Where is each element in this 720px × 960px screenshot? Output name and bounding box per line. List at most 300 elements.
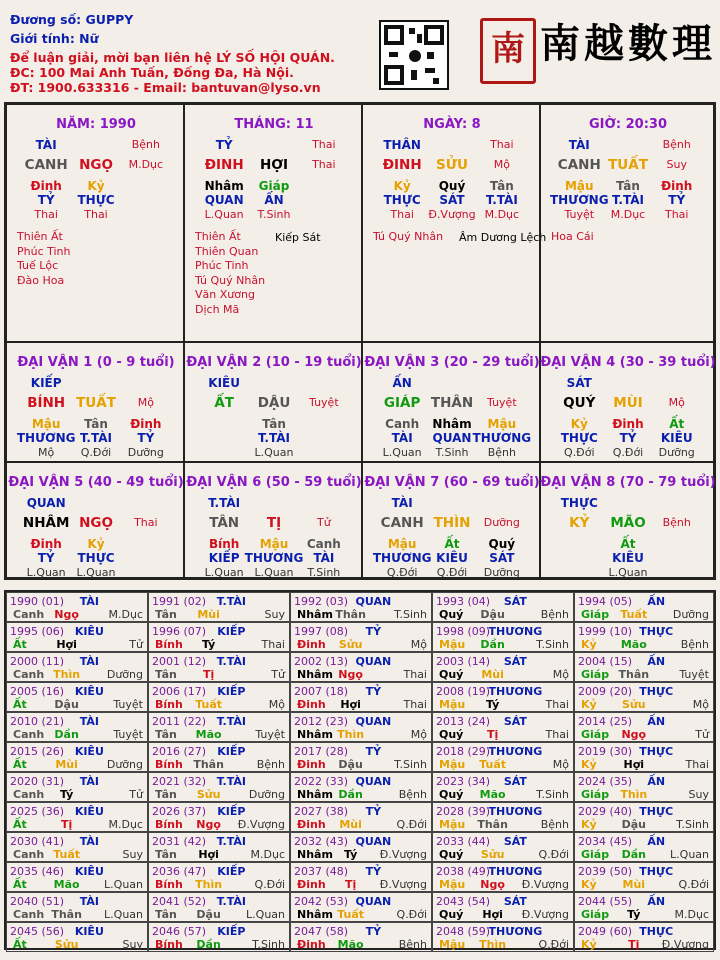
hidden-ten-god: T.TÀI bbox=[258, 431, 290, 445]
year-stem: Đinh bbox=[297, 878, 326, 891]
ten-god: KIẾP bbox=[30, 376, 62, 390]
hidden-ten-god: THƯƠNG bbox=[549, 193, 609, 207]
year-cell[interactable] bbox=[148, 622, 290, 652]
year-label: 1997 (08) bbox=[294, 625, 349, 638]
year-ten-god: THƯƠNG bbox=[488, 805, 543, 818]
hidden-stage: Q.Đới bbox=[80, 446, 112, 459]
year-stage: T.Sinh bbox=[252, 938, 285, 951]
year-cell[interactable] bbox=[574, 802, 714, 832]
year-label: 2039 (50) bbox=[578, 865, 633, 878]
year-ten-god: KIÊU bbox=[74, 925, 104, 938]
year-cell[interactable] bbox=[148, 772, 290, 802]
year-branch: Dậu bbox=[621, 818, 646, 831]
hidden-stage: Q.Đới bbox=[436, 566, 468, 579]
year-branch: Tý bbox=[343, 848, 358, 861]
shen-sha-item: Thiên Ất bbox=[17, 230, 63, 243]
hidden-ten-god: T.TÀI bbox=[80, 431, 112, 445]
year-stem: Quý bbox=[439, 908, 464, 921]
heavenly-stem: ẤT bbox=[214, 395, 234, 411]
year-stem: Kỷ bbox=[581, 638, 597, 651]
hidden-ten-god: T.TÀI bbox=[485, 193, 518, 207]
year-ten-god: KIÊU bbox=[74, 625, 104, 638]
hidden-ten-god: THƯƠNG bbox=[16, 431, 76, 445]
year-branch: Thân bbox=[477, 818, 508, 831]
hidden-stage: Mộ bbox=[38, 446, 55, 459]
year-cell[interactable] bbox=[432, 742, 574, 772]
year-cell[interactable] bbox=[574, 622, 714, 652]
hidden-stage: Q.Đới bbox=[612, 446, 644, 459]
shen-sha-item: Hoa Cái bbox=[551, 230, 594, 243]
hidden-stage: T.Sinh bbox=[435, 446, 469, 459]
year-stem: Giáp bbox=[581, 788, 610, 801]
hidden-stage: Tuyệt bbox=[564, 208, 595, 221]
year-ten-god: KIẾP bbox=[217, 865, 246, 878]
year-cell[interactable] bbox=[432, 682, 574, 712]
year-label: 2048 (59) bbox=[436, 925, 491, 938]
year-label: 2042 (53) bbox=[294, 895, 349, 908]
year-stage: M.Dục bbox=[250, 848, 285, 861]
year-label: 2037 (48) bbox=[294, 865, 349, 878]
year-stage: T.Sinh bbox=[394, 758, 427, 771]
year-cell[interactable] bbox=[432, 802, 574, 832]
year-label: 2012 (23) bbox=[294, 715, 349, 728]
hidden-ten-god: THỰC bbox=[77, 193, 115, 207]
year-branch: Tuất bbox=[53, 848, 81, 861]
year-stage: Thai bbox=[545, 698, 569, 711]
year-cell[interactable] bbox=[148, 592, 290, 622]
hidden-stem: Nhâm bbox=[432, 417, 472, 431]
header bbox=[0, 0, 720, 100]
year-label: 2007 (18) bbox=[294, 685, 349, 698]
hidden-stage: T.Sinh bbox=[257, 208, 291, 221]
heavenly-stem: CANH bbox=[380, 515, 424, 531]
year-stem: Mậu bbox=[439, 758, 466, 771]
year-stem: Ất bbox=[13, 638, 27, 651]
year-ten-god: THỰC bbox=[639, 805, 674, 818]
year-branch: Dậu bbox=[338, 758, 363, 771]
year-ten-god: ẤN bbox=[647, 775, 666, 788]
year-ten-god: ẤN bbox=[647, 895, 666, 908]
year-cell[interactable] bbox=[574, 742, 714, 772]
year-stage: L.Quan bbox=[104, 908, 143, 921]
year-cell[interactable] bbox=[290, 622, 432, 652]
year-stage: L.Quan bbox=[246, 908, 285, 921]
year-label: 2036 (47) bbox=[152, 865, 207, 878]
year-label: 2026 (37) bbox=[152, 805, 207, 818]
year-label: 2014 (25) bbox=[578, 715, 633, 728]
year-ten-god: SÁT bbox=[503, 595, 527, 608]
year-stem: Ất bbox=[13, 758, 27, 771]
year-stage: L.Quan bbox=[670, 848, 709, 861]
hidden-stem: Quý bbox=[438, 179, 466, 193]
shen-sha-item: Phúc Tinh bbox=[17, 244, 71, 258]
hidden-stem: Canh bbox=[385, 417, 420, 431]
year-ten-god: TỶ bbox=[365, 925, 382, 938]
year-cell[interactable] bbox=[432, 622, 574, 652]
hidden-ten-god: QUAN bbox=[432, 431, 472, 445]
year-stage: Tuyệt bbox=[113, 698, 143, 711]
hidden-stage: Dưỡng bbox=[483, 566, 520, 579]
earthly-branch: MÙI bbox=[613, 395, 643, 411]
year-cell[interactable] bbox=[148, 682, 290, 712]
dai-van-title: ĐẠI VẬN 4 (30 - 39 tuổi) bbox=[540, 355, 716, 370]
hidden-ten-god: QUAN bbox=[204, 193, 244, 207]
year-stage: T.Sinh bbox=[394, 608, 427, 621]
year-cell[interactable] bbox=[6, 862, 148, 892]
year-branch: Tý bbox=[201, 638, 216, 651]
year-label: 1991 (02) bbox=[152, 595, 207, 608]
year-ten-god: T.TÀI bbox=[216, 655, 246, 668]
year-label: 2045 (56) bbox=[10, 925, 65, 938]
year-cell[interactable] bbox=[6, 622, 148, 652]
year-branch: Mùi bbox=[481, 668, 504, 681]
year-branch: Dậu bbox=[480, 608, 505, 621]
year-cell[interactable] bbox=[6, 772, 148, 802]
year-stage: Thai bbox=[403, 668, 427, 681]
year-stage: Mộ bbox=[410, 638, 427, 651]
year-ten-god: TỶ bbox=[365, 685, 382, 698]
dai-van-title: ĐẠI VẬN 8 (70 - 79 tuổi) bbox=[540, 475, 716, 490]
year-cell[interactable] bbox=[148, 862, 290, 892]
year-label: 2017 (28) bbox=[294, 745, 349, 758]
earthly-branch: TỊ bbox=[266, 515, 282, 531]
year-cell[interactable] bbox=[148, 922, 290, 952]
year-label: 2047 (58) bbox=[294, 925, 349, 938]
year-cell[interactable] bbox=[432, 892, 574, 922]
year-branch: Mão bbox=[337, 938, 364, 951]
hidden-stem: Nhâm bbox=[204, 179, 244, 193]
hidden-stem: Đinh bbox=[661, 179, 693, 193]
year-stage: Suy bbox=[122, 938, 143, 951]
year-ten-god: TỶ bbox=[365, 625, 382, 638]
year-branch: Tuất bbox=[479, 758, 507, 771]
shen-sha-list bbox=[551, 230, 594, 245]
hidden-stage: Thai bbox=[84, 208, 108, 221]
year-stem: Nhâm bbox=[297, 908, 333, 921]
dai-van-8 bbox=[540, 462, 714, 578]
year-stem: Tân bbox=[155, 788, 177, 801]
dai-van-5 bbox=[6, 462, 184, 578]
hidden-stem: Mậu bbox=[564, 179, 594, 193]
year-cell[interactable] bbox=[290, 652, 432, 682]
year-stage: Bệnh bbox=[256, 758, 285, 771]
year-ten-god: TỶ bbox=[365, 805, 382, 818]
hidden-ten-god: THỰC bbox=[77, 551, 115, 565]
year-stage: Dưỡng bbox=[106, 758, 143, 771]
year-branch: Hợi bbox=[482, 908, 503, 921]
hidden-stage: L.Quan bbox=[382, 446, 422, 459]
year-branch: Tị bbox=[202, 668, 215, 681]
hidden-stem: Mậu bbox=[387, 537, 417, 551]
heavenly-stem: ĐINH bbox=[204, 157, 244, 173]
year-ten-god: KIÊU bbox=[74, 865, 104, 878]
year-ten-god: TÀI bbox=[79, 835, 99, 848]
year-branch: Thìn bbox=[620, 788, 648, 801]
shen-sha-item: Phúc Tinh bbox=[195, 259, 249, 272]
life-stage: M.Dục bbox=[128, 158, 164, 171]
year-branch: Dần bbox=[338, 788, 363, 801]
pillar-2 bbox=[184, 104, 362, 342]
year-cell[interactable] bbox=[6, 892, 148, 922]
year-ten-god: TỶ bbox=[365, 865, 382, 878]
year-stage: Tử bbox=[271, 668, 285, 681]
hidden-stem: Ất bbox=[669, 417, 685, 431]
year-branch: Sửu bbox=[338, 638, 363, 651]
year-stage: Mộ bbox=[268, 698, 285, 711]
dai-van-title: ĐẠI VẬN 7 (60 - 69 tuổi) bbox=[364, 475, 540, 490]
dai-van-3 bbox=[362, 342, 540, 462]
year-branch: Tị bbox=[60, 818, 73, 831]
year-branch: Thân bbox=[51, 908, 82, 921]
year-branch: Hợi bbox=[198, 848, 219, 861]
year-cell[interactable] bbox=[6, 742, 148, 772]
hidden-ten-god: ẤN bbox=[264, 193, 284, 207]
year-label: 2019 (30) bbox=[578, 745, 633, 758]
ten-god: TÀI bbox=[35, 138, 57, 152]
dai-van-4 bbox=[540, 342, 714, 462]
year-cell[interactable] bbox=[148, 802, 290, 832]
year-ten-god: T.TÀI bbox=[216, 775, 246, 788]
hidden-ten-god: THỰC bbox=[560, 431, 598, 445]
pillar-3 bbox=[362, 104, 547, 342]
year-cell[interactable] bbox=[432, 592, 574, 622]
ten-god: THỰC bbox=[560, 496, 598, 510]
year-branch: Dần bbox=[480, 638, 505, 651]
year-cell[interactable] bbox=[148, 892, 290, 922]
year-cell[interactable] bbox=[148, 742, 290, 772]
year-branch: Thìn bbox=[479, 938, 507, 951]
year-cell[interactable] bbox=[148, 652, 290, 682]
year-ten-god: KIẾP bbox=[217, 925, 246, 938]
earthly-branch: NGỌ bbox=[79, 515, 113, 531]
year-branch: Sửu bbox=[622, 698, 646, 711]
year-label: 2025 (36) bbox=[10, 805, 65, 818]
year-stage: Thai bbox=[545, 728, 569, 741]
year-label: 2046 (57) bbox=[152, 925, 207, 938]
year-cell[interactable] bbox=[148, 832, 290, 862]
year-cell[interactable] bbox=[574, 832, 714, 862]
year-branch: Sửu bbox=[480, 848, 505, 861]
year-stem: Bính bbox=[155, 818, 183, 831]
year-cell[interactable] bbox=[6, 712, 148, 742]
hidden-stage: Q.Đới bbox=[386, 566, 418, 579]
year-cell[interactable] bbox=[290, 712, 432, 742]
year-ten-god: TÀI bbox=[79, 775, 99, 788]
earthly-branch: MÃO bbox=[610, 515, 646, 531]
year-label: 2018 (29) bbox=[436, 745, 491, 758]
year-cell[interactable] bbox=[574, 772, 714, 802]
relation: Bệnh bbox=[131, 138, 160, 151]
year-cell[interactable] bbox=[6, 652, 148, 682]
heavenly-stem: NHÂM bbox=[22, 515, 70, 531]
ten-god: KIÊU bbox=[208, 376, 241, 390]
year-branch: Tý bbox=[627, 908, 641, 921]
year-stage: Mộ bbox=[692, 698, 709, 711]
year-stage: T.Sinh bbox=[536, 788, 569, 801]
year-cell[interactable] bbox=[574, 712, 714, 742]
ten-god: TÀI bbox=[568, 138, 590, 152]
year-stage: Bệnh bbox=[680, 638, 709, 651]
year-label: 2022 (33) bbox=[294, 775, 349, 788]
year-cell[interactable] bbox=[574, 922, 714, 952]
extra-star: Âm Dương Lệch bbox=[459, 231, 547, 244]
year-label: 2002 (13) bbox=[294, 655, 349, 668]
year-branch: Tị bbox=[486, 728, 499, 741]
year-ten-god: ẤN bbox=[647, 835, 666, 848]
year-cell[interactable] bbox=[6, 922, 148, 952]
hidden-stem: Tân bbox=[489, 179, 514, 193]
year-label: 2031 (42) bbox=[152, 835, 207, 848]
year-branch: Tị bbox=[628, 938, 640, 951]
year-stem: Ất bbox=[13, 938, 27, 951]
year-stage: M.Dục bbox=[108, 818, 143, 831]
hidden-stem: Tân bbox=[262, 417, 286, 431]
earthly-branch: TUẤT bbox=[76, 395, 116, 411]
year-ten-god: TỶ bbox=[365, 745, 382, 758]
hidden-stage: L.Quan bbox=[26, 566, 66, 579]
year-label: 2010 (21) bbox=[10, 715, 65, 728]
year-cell[interactable] bbox=[432, 832, 574, 862]
year-cell[interactable] bbox=[432, 922, 574, 952]
phone-email-line[interactable]: ĐT: 1900.633316 - Email: bantuvan@lyso.vn bbox=[10, 80, 321, 95]
dai-van-1 bbox=[6, 342, 184, 462]
hidden-ten-god: THƯƠNG bbox=[372, 551, 432, 565]
year-cell[interactable] bbox=[574, 892, 714, 922]
year-label: 2023 (34) bbox=[436, 775, 491, 788]
year-cell[interactable] bbox=[290, 892, 432, 922]
year-label: 2027 (38) bbox=[294, 805, 349, 818]
year-cell[interactable] bbox=[290, 682, 432, 712]
year-stem: Giáp bbox=[581, 668, 610, 681]
year-label: 2043 (54) bbox=[436, 895, 491, 908]
year-cell[interactable] bbox=[574, 652, 714, 682]
year-stem: Đinh bbox=[297, 818, 326, 831]
year-cell[interactable] bbox=[6, 682, 148, 712]
life-stage: Thai bbox=[134, 516, 158, 529]
year-ten-god: KIÊU bbox=[74, 685, 104, 698]
year-cell[interactable] bbox=[290, 772, 432, 802]
hidden-stage: L.Quan bbox=[254, 446, 294, 459]
year-label: 1999 (10) bbox=[578, 625, 633, 638]
hidden-ten-god: SÁT bbox=[439, 193, 465, 207]
subject-name: Đương số: GUPPY bbox=[10, 12, 134, 27]
hidden-stage: Thai bbox=[390, 208, 414, 221]
hidden-ten-god: TỶ bbox=[668, 193, 686, 207]
year-cell[interactable] bbox=[574, 592, 714, 622]
year-stem: Canh bbox=[13, 728, 45, 741]
hidden-stem: Bính bbox=[208, 537, 240, 551]
shen-sha-item: Tuế Lộc bbox=[17, 259, 59, 272]
year-label: 2020 (31) bbox=[10, 775, 65, 788]
year-cell[interactable] bbox=[574, 862, 714, 892]
dai-van-2 bbox=[184, 342, 362, 462]
year-branch: Tuất bbox=[337, 908, 365, 921]
earthly-branch: HỢI bbox=[259, 157, 289, 173]
hidden-ten-god: KIẾP bbox=[208, 551, 240, 565]
year-stage: Thai bbox=[403, 698, 427, 711]
year-cell[interactable] bbox=[290, 862, 432, 892]
year-stage: Q.Đới bbox=[678, 878, 709, 891]
ten-god: QUAN bbox=[26, 496, 66, 510]
year-stage: Bệnh bbox=[398, 788, 427, 801]
pillar-title: GIỜ: 20:30 bbox=[589, 117, 667, 132]
year-stage: Đ.Vượng bbox=[521, 908, 569, 921]
year-branch: Ngọ bbox=[480, 878, 505, 891]
year-ten-god: THỰC bbox=[639, 625, 674, 638]
hidden-ten-god: TỶ bbox=[619, 431, 637, 445]
year-label: 2040 (51) bbox=[10, 895, 65, 908]
year-cell[interactable] bbox=[290, 922, 432, 952]
year-stage: Tuyệt bbox=[679, 668, 709, 681]
year-ten-god: THỰC bbox=[639, 745, 674, 758]
year-ten-god: THƯƠNG bbox=[488, 925, 543, 938]
shen-sha-item: Tú Quý Nhân bbox=[195, 273, 266, 287]
hidden-ten-god: TỶ bbox=[37, 551, 55, 565]
life-stage: Mộ bbox=[668, 396, 685, 409]
year-stage: Tử bbox=[695, 728, 709, 741]
year-branch: Mùi bbox=[55, 758, 78, 771]
year-stem: Bính bbox=[155, 698, 183, 711]
life-stage: Tuyệt bbox=[487, 396, 517, 409]
year-cell[interactable] bbox=[432, 652, 574, 682]
year-stem: Nhâm bbox=[297, 848, 333, 861]
year-cell[interactable] bbox=[290, 832, 432, 862]
hidden-stage: Dưỡng bbox=[658, 446, 695, 459]
year-cell[interactable] bbox=[432, 862, 574, 892]
year-cell[interactable] bbox=[432, 712, 574, 742]
year-branch: Dậu bbox=[54, 698, 79, 711]
year-stem: Canh bbox=[13, 608, 45, 621]
year-stage: Thai bbox=[685, 758, 709, 771]
year-cell[interactable] bbox=[6, 802, 148, 832]
year-cell[interactable] bbox=[574, 682, 714, 712]
heavenly-stem: TÂN bbox=[209, 515, 240, 531]
year-stage: Q.Đới bbox=[538, 848, 569, 861]
qr-code[interactable] bbox=[379, 20, 449, 90]
year-stem: Bính bbox=[155, 878, 183, 891]
year-stage: Q.Đới bbox=[396, 908, 427, 921]
year-stage: T.Sinh bbox=[536, 638, 569, 651]
hidden-stage: Thai bbox=[34, 208, 58, 221]
hidden-stage: Dưỡng bbox=[127, 446, 164, 459]
year-branch: Sửu bbox=[196, 788, 221, 801]
year-label: 2000 (11) bbox=[10, 655, 65, 668]
year-cell[interactable] bbox=[290, 592, 432, 622]
year-cell[interactable] bbox=[432, 772, 574, 802]
earthly-branch: SỬU bbox=[436, 157, 468, 173]
year-stem: Bính bbox=[155, 938, 183, 951]
year-cell[interactable] bbox=[6, 832, 148, 862]
hidden-ten-god: TÀI bbox=[313, 551, 335, 565]
year-cell[interactable] bbox=[148, 712, 290, 742]
year-cell[interactable] bbox=[290, 802, 432, 832]
year-stem: Canh bbox=[13, 788, 45, 801]
year-branch: Hợi bbox=[56, 638, 77, 651]
year-ten-god: SÁT bbox=[503, 775, 527, 788]
hidden-ten-god: SÁT bbox=[489, 551, 515, 565]
bazi-chart bbox=[4, 102, 716, 580]
year-label: 2021 (32) bbox=[152, 775, 207, 788]
hidden-stem: Ất bbox=[444, 537, 460, 551]
year-cell[interactable] bbox=[290, 742, 432, 772]
year-stem: Tân bbox=[155, 668, 177, 681]
year-ten-god: KIÊU bbox=[74, 805, 104, 818]
year-stage: Q.Đới bbox=[538, 938, 569, 951]
year-stem: Bính bbox=[155, 638, 183, 651]
year-cell[interactable] bbox=[6, 592, 148, 622]
year-stage: T.Sinh bbox=[676, 818, 709, 831]
pillar-title: NĂM: 1990 bbox=[56, 117, 136, 132]
